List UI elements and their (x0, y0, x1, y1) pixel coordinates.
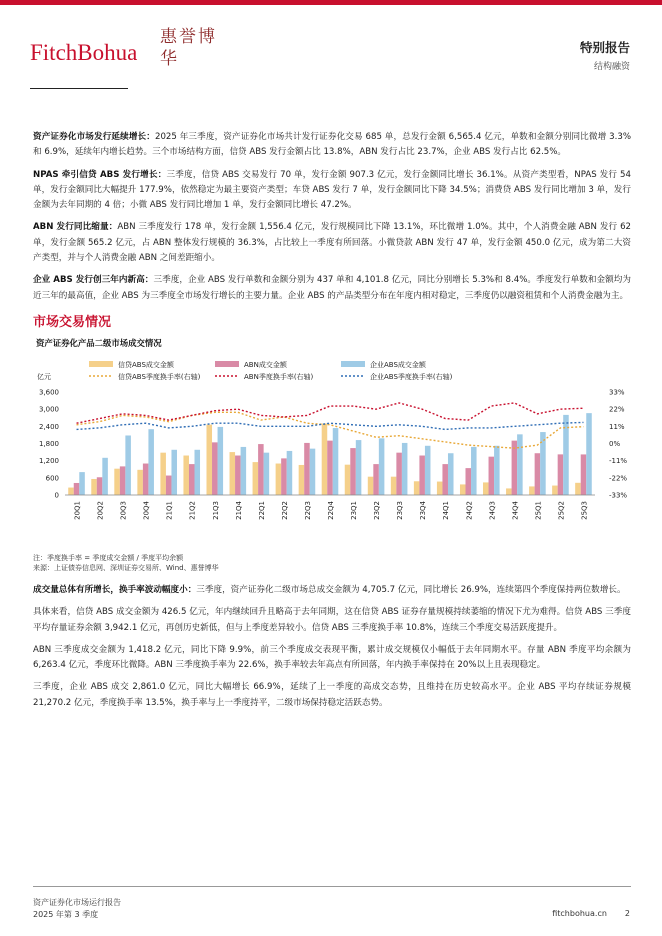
x-tick-label: 24Q1 (442, 500, 451, 520)
bar-0 (529, 486, 535, 495)
bar-1 (97, 477, 103, 495)
paragraph-text: 三季度，企业 ABS 成交 2,861.0 亿元，同比大幅增长 66.9%，延续了上一季度的高成交态势，且维持在历史较高水平。企业 ABS 平均存续证券规模 21,270.2 亿元，季度换手率 13.5%，换手率与上一季度持平，二级市场保持稳定活跃态势。 (33, 682, 631, 708)
chart-notes (33, 553, 631, 573)
logo-chinese-seal: 惠誉博华 (160, 27, 217, 69)
bar-2 (402, 443, 408, 495)
paragraph-corporate-abs-trading (33, 680, 631, 711)
x-tick-label: 25Q1 (534, 500, 543, 520)
bar-2 (471, 447, 477, 495)
bar-0 (460, 484, 466, 495)
x-tick-label: 23Q3 (396, 500, 405, 520)
x-tick-label: 24Q2 (465, 500, 474, 520)
bar-1 (304, 443, 310, 495)
bar-1 (166, 476, 172, 495)
legend-label: ABN季度换手率(右轴) (244, 372, 314, 381)
chart-note: 注：季度换手率 = 季度成交金额 / 季度平均余额 (33, 553, 184, 562)
bar-1 (189, 464, 195, 495)
y-right-tick-label: -33% (609, 491, 628, 500)
bar-2 (102, 458, 108, 495)
bar-1 (558, 454, 564, 495)
bar-0 (345, 465, 351, 495)
y-right-tick-label: 11% (609, 422, 625, 431)
x-tick-label: 22Q1 (257, 500, 266, 520)
bar-1 (373, 464, 379, 495)
legend-label: 信贷ABS季度换手率(右轴) (118, 372, 201, 381)
bar-1 (535, 453, 541, 495)
secondary-market-chart (33, 335, 631, 553)
bar-1 (212, 442, 218, 495)
chart-title: 资产证券化产品二级市场成交情况 (36, 337, 162, 348)
bar-0 (483, 482, 489, 495)
legend-label: 信贷ABS成交金额 (118, 360, 174, 369)
top-accent-bar (0, 0, 662, 5)
bar-1 (120, 466, 126, 495)
legend-label: ABN成交金额 (244, 360, 287, 369)
bar-1 (442, 464, 448, 495)
bar-0 (91, 479, 97, 495)
x-tick-label: 25Q2 (557, 500, 566, 520)
bar-2 (287, 451, 293, 495)
report-header (580, 38, 630, 72)
footer-website-link[interactable]: fitchbohua.cn (552, 909, 607, 918)
bar-1 (350, 448, 356, 495)
paragraph-lead: 企业 ABS 发行创三年内新高： (33, 275, 154, 286)
x-tick-label: 20Q3 (119, 500, 128, 520)
paragraph-abn (33, 220, 631, 266)
x-tick-label: 23Q2 (373, 500, 382, 520)
paragraph-lead: 资产证券化市场发行延续增长： (33, 132, 155, 142)
y-right-tick-label: 0% (609, 439, 621, 448)
x-tick-label: 20Q1 (73, 500, 82, 520)
bar-2 (148, 429, 154, 495)
x-tick-label: 21Q4 (234, 500, 243, 520)
legend-label: 企业ABS成交金额 (370, 360, 426, 369)
y-right-tick-label: 33% (609, 388, 625, 397)
main-content (33, 130, 631, 718)
chart-source: 来源：上证债券信息网、深圳证券交易所、Wind、惠誉博华 (33, 563, 219, 572)
bar-2 (379, 438, 385, 495)
paragraph-lead: NPAS 牵引信贷 ABS 发行增长： (33, 169, 167, 180)
footer-report-name: 资产证券化市场运行报告 (33, 898, 121, 907)
legend-swatch-bar (89, 361, 113, 367)
bar-0 (230, 452, 236, 495)
paragraph-text: 三季度，资产证券化二级市场总成交金额为 4,705.7 亿元，同比增长 26.9%，连续第四个季度保持两位数增长。 (196, 584, 626, 595)
x-tick-label: 25Q3 (580, 500, 589, 520)
bar-2 (218, 427, 224, 495)
x-tick-label: 23Q4 (419, 500, 428, 520)
bar-0 (160, 453, 166, 495)
y-axis-unit-label: 亿元 (37, 372, 51, 381)
bar-0 (506, 488, 512, 495)
bar-1 (74, 483, 80, 495)
bar-0 (68, 488, 74, 495)
legend-label: 企业ABS季度换手率(右轴) (370, 372, 453, 381)
x-tick-label: 20Q4 (142, 500, 151, 520)
y-left-tick-label: 1,200 (38, 457, 59, 466)
bar-1 (396, 453, 402, 495)
bar-0 (437, 482, 443, 495)
x-tick-label: 22Q3 (303, 500, 312, 520)
paragraph-text: ABN 三季度发行 178 单，发行金额 1,556.4 亿元，发行规模同比下降 13.1%，环比微增 1.0%。其中，个人消费金融 ABN 发行 62 单，发行金额 565.2 亿元，占 ABN 整体发行规模的 36.3%，占比较上一季度有所回落。小微贷款 ABN 发行 47 单，发行金额 450.0 亿元，成为第二大资产类型，并与个人消费金融 ABN 之间差距缩小。 (33, 222, 632, 264)
y-left-tick-label: 3,000 (38, 405, 59, 414)
bar-2 (125, 435, 131, 495)
bar-2 (310, 449, 316, 495)
bar-2 (195, 450, 201, 495)
bar-2 (494, 446, 500, 495)
footer-period: 2025 年第 3 季度 (33, 910, 99, 919)
footer-report-info (33, 897, 121, 921)
y-left-tick-label: 600 (45, 474, 59, 483)
y-left-tick-label: 3,600 (38, 388, 59, 397)
bar-1 (327, 441, 333, 495)
x-tick-label: 21Q1 (165, 500, 174, 520)
bar-2 (79, 472, 85, 495)
bar-2 (517, 434, 523, 495)
bar-0 (414, 481, 420, 495)
report-type: 特别报告 (579, 40, 630, 55)
bar-2 (448, 453, 454, 495)
legend-swatch-bar (215, 361, 239, 367)
x-tick-label: 21Q2 (188, 500, 197, 520)
paragraph-abn-trading (33, 643, 631, 674)
bar-1 (235, 455, 241, 494)
x-tick-label: 22Q4 (327, 500, 335, 520)
bar-2 (264, 453, 270, 495)
paragraph-text: 具体来看，信贷 ABS 成交金额为 426.5 亿元，年内继续回升且略高于去年同期，这在信贷 ABS 证券存量规模持续萎缩的情况下尤为难得。信贷 ABS 三季度平均存量证券余额 3,942.1 亿元，再创历史新低，但与上季度差异较小。信贷 ABS 三季度换手率 10.8%，连续三个季度交易活跃度提升。 (33, 607, 631, 633)
paragraph-npas (33, 168, 631, 214)
bar-0 (575, 483, 581, 495)
paragraph-text: ABN 三季度成交金额为 1,418.2 亿元，同比下降 9.9%，前三个季度成交表现平衡，累计成交规模仅小幅低于去年同期水平。存量 ABN 季度平均余额为 6,263.4 亿元，季度环比微降。ABN 三季度换手率为 22.6%，换手率较去年高点有所回落，年内换手率保持在 20%以上且表现稳定。 (33, 644, 631, 671)
bar-0 (322, 423, 328, 495)
x-tick-label: 21Q3 (211, 500, 220, 520)
y-left-tick-label: 0 (54, 491, 59, 500)
bar-0 (299, 465, 305, 495)
bar-2 (425, 446, 431, 495)
footer-right (534, 909, 630, 918)
page-number: 2 (624, 909, 630, 918)
bar-0 (137, 470, 143, 495)
fitchbohua-logo[interactable] (30, 26, 230, 86)
bar-1 (258, 444, 264, 495)
bar-0 (114, 469, 120, 495)
bar-0 (253, 462, 259, 495)
bar-0 (206, 425, 212, 495)
line-series-2 (77, 422, 584, 429)
bar-0 (183, 455, 189, 494)
x-tick-label: 24Q4 (511, 500, 520, 520)
paragraph-issuance-growth (33, 130, 631, 161)
bar-1 (489, 457, 495, 495)
legend-swatch-bar (341, 361, 365, 367)
bar-2 (356, 440, 362, 495)
x-tick-label: 22Q2 (280, 500, 289, 520)
bar-0 (276, 463, 282, 494)
bar-2 (586, 413, 592, 495)
paragraph-lead: 成交量总体有所增长，换手率波动幅度小： (33, 584, 197, 595)
bar-0 (391, 477, 397, 495)
x-tick-label: 20Q2 (96, 500, 105, 520)
bar-1 (466, 468, 472, 495)
bar-1 (419, 455, 425, 494)
paragraph-text: 三季度，信贷 ABS 交易发行 70 单，发行金额 907.3 亿元，发行金额同比增长 36.1%。从资产类型看，NPAS 发行 54 单，发行金额同比大幅提升 177.9%，依然稳定为最主要资产类型；车贷 ABS 发行 7 单，发行金额同比下降 34.5%；消费贷 ABS 发行同比增加 3 单，发行金额为去年同期的 4 倍；小微 ABS 发行同比增加 1 单，发行金额同比增长 47.2%。 (33, 169, 631, 211)
bar-2 (241, 447, 247, 495)
x-tick-label: 23Q1 (350, 500, 359, 520)
chart-canvas (33, 335, 631, 553)
bar-1 (281, 458, 287, 495)
paragraph-text: 三季度，企业 ABS 发行单数和金额分别为 437 单和 4,101.8 亿元，同比分别增长 5.3%和 8.4%。季度发行单数和金额均为近三年的最高值，企业 ABS 为三季度全市场发行增长的主要力量。企业 ABS 的产品类型分布在年度内相对稳定，三季度仍以融资租赁和个人消费金融为主。 (33, 275, 631, 301)
footer-divider (33, 886, 631, 887)
logo-underline (30, 88, 128, 89)
paragraph-trading-volume (33, 583, 631, 598)
report-category: 结构融资 (593, 62, 630, 72)
x-tick-label: 24Q3 (488, 500, 497, 520)
bar-0 (368, 477, 374, 495)
paragraph-credit-abs-trading (33, 605, 631, 636)
bar-0 (552, 486, 558, 495)
y-right-tick-label: -22% (609, 474, 628, 483)
y-left-tick-label: 1,800 (38, 439, 59, 448)
y-left-tick-label: 2,400 (38, 422, 59, 431)
y-right-tick-label: 22% (609, 405, 625, 414)
bar-2 (540, 432, 546, 495)
bar-1 (143, 463, 149, 494)
paragraph-lead: ABN 发行同比缩量： (33, 222, 118, 233)
paragraph-text: 2025 年三季度，资产证券化市场共计发行证券化交易 685 单，总发行金额 6,565.4 亿元，单数和金额分别同比微增 3.3%和 6.9%，延续年内增长趋势。三个市场结构方面，信贷 ABS 发行金额占比 13.8%，ABN 发行占比 23.7%，企业 ABS 发行占比 62.5%。 (33, 132, 631, 158)
paragraph-corporate-abs (33, 273, 631, 304)
bar-2 (333, 428, 339, 495)
logo-wordmark: FitchBohua (30, 40, 138, 65)
line-series-1 (77, 403, 584, 423)
bar-1 (581, 454, 587, 495)
y-right-tick-label: -11% (609, 457, 628, 466)
bar-2 (171, 450, 177, 495)
section-title: 市场交易情况 (33, 314, 112, 330)
